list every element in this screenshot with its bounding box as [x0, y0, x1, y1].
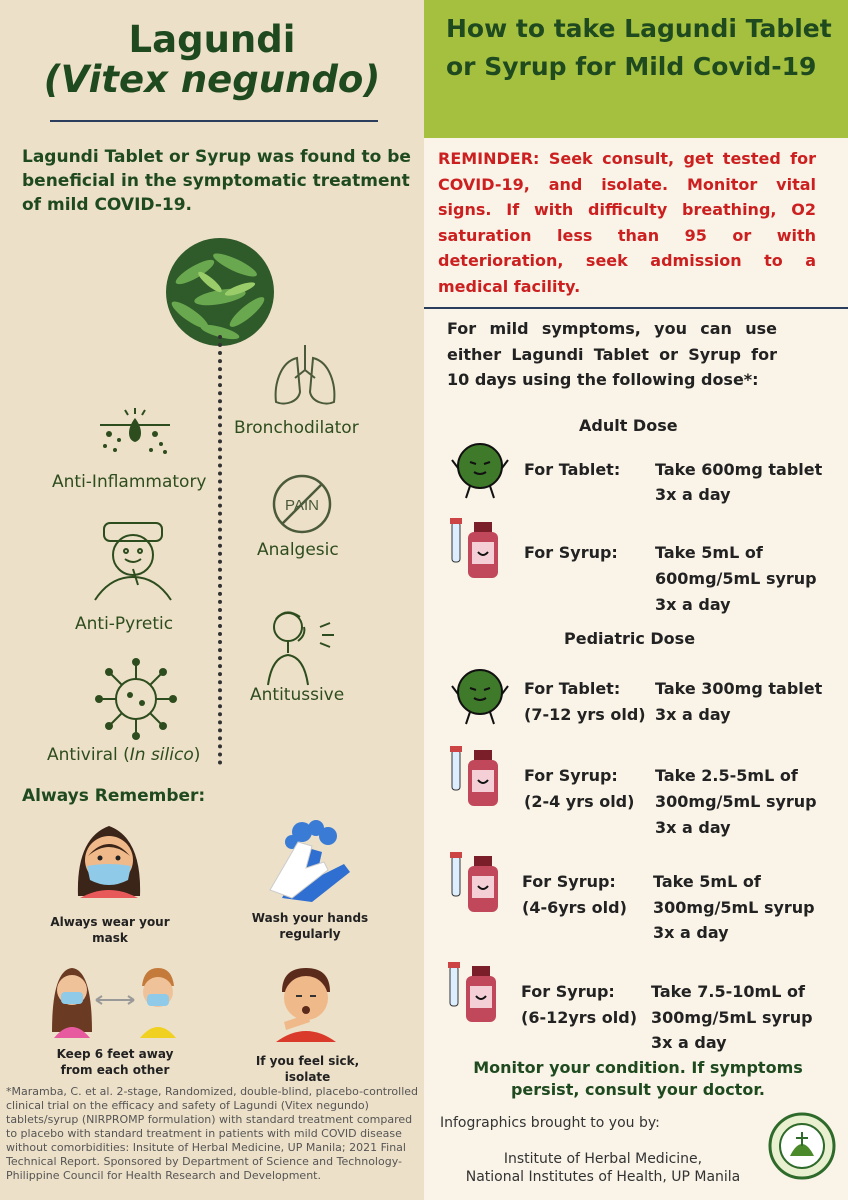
footnote-citation: *Maramba, C. et al. 2-stage, Randomized, double-blind, placebo-controlled clinical trial on the efficacy and safety of Lagundi (Vitex negundo) tablets/syrup (NIRPROMP formulation) with standard treatment compared to placebo with standard treatment in patients with mild COVID disease without comorbidities: Insitute of Herbal Medicine, UP Manila; 2021 Final Technical Report. Sponsored by Department of Science and Technology-Philippine Council for Health Research and Development.: [6, 1085, 418, 1182]
ped-syrup-2-4-dose-3: 3x a day: [655, 818, 731, 837]
reminder-text: REMINDER: Seek consult, get tested for COVID-19, and isolate. Monitor vital signs. If with difficulty breathing, O2 saturation less than 95 or with deterioration, seek admission to a medical facility.: [438, 149, 816, 296]
how-to-title: How to take Lagundi Tablet or Syrup for Mild Covid-19: [446, 14, 832, 81]
title-lagundi: Lagundi: [128, 18, 296, 61]
sick-caption: If you feel sick, isolate: [255, 1054, 360, 1084]
mild-symptoms-text: For mild symptoms, you can use either Lagundi Tablet or Syrup for 10 days using the following dose*:: [447, 319, 777, 389]
adult-tablet-dose-1: Take 600mg tablet: [655, 460, 823, 479]
label-bronchodilator: Bronchodilator: [234, 418, 359, 438]
label-antiviral: Antiviral (In silico): [47, 745, 201, 765]
reminder-divider: [424, 307, 848, 309]
ped-tablet-label: For Tablet:: [524, 679, 621, 698]
ped-syrup-6-12-dose-1: Take 7.5-10mL of: [651, 982, 805, 1001]
ped-syrup-2-4-label: For Syrup:: [524, 766, 618, 785]
ped-syrup-4-6-dose-3: 3x a day: [653, 923, 729, 942]
credits-institution: [448, 1150, 758, 1186]
label-antitussive: Antitussive: [250, 685, 345, 705]
ped-tablet-dose-2: 3x a day: [655, 705, 731, 724]
sick-person-icon: [268, 962, 344, 1042]
credits-line-2: National Institutes of Health, UP Manila: [465, 1169, 741, 1185]
mask-person-icon: [70, 818, 148, 898]
ped-syrup-6-12-dose-2: 300mg/5mL syrup: [651, 1008, 813, 1027]
tablet-mascot-icon: [450, 664, 510, 728]
ped-syrup-4-6-dose-1: Take 5mL of: [653, 872, 761, 891]
monitor-condition-text: Monitor your condition. If symptoms persist, consult your doctor.: [473, 1058, 803, 1099]
adult-dose-heading: Adult Dose: [579, 416, 678, 435]
social-distance-icon: [48, 962, 182, 1038]
tablet-mascot-icon: [450, 438, 510, 502]
label-analgesic: Analgesic: [257, 540, 339, 560]
label-anti-pyretic: Anti-Pyretic: [75, 614, 174, 634]
credits-heading: Infographics brought to you by:: [440, 1115, 660, 1131]
lungs-icon: [270, 340, 340, 410]
ped-syrup-4-6-dose-2: 300mg/5mL syrup: [653, 898, 815, 917]
pediatric-dose-heading: Pediatric Dose: [564, 629, 696, 648]
ped-syrup-4-6-age: (4-6yrs old): [522, 898, 627, 917]
intro-text: Lagundi Tablet or Syrup was found to be beneficial in the symptomatic treatment of mild COVID-19.: [22, 147, 411, 215]
wash-caption: Wash your hands regularly: [251, 911, 369, 941]
lagundi-plant-photo: [165, 237, 275, 347]
syrup-mascot-icon: [444, 962, 508, 1028]
ped-tablet-dose-1: Take 300mg tablet: [655, 679, 823, 698]
adult-syrup-dose-3: 3x a day: [655, 595, 731, 614]
ped-syrup-6-12-age: (6-12yrs old): [521, 1008, 638, 1027]
title-scientific-name: (Vitex negundo): [43, 58, 381, 101]
mask-caption: Always wear your mask: [50, 915, 170, 945]
ped-tablet-age: (7-12 yrs old): [524, 705, 646, 724]
ihm-seal-logo: [768, 1112, 836, 1180]
adult-tablet-dose-2: 3x a day: [655, 485, 731, 504]
adult-tablet-label: For Tablet:: [524, 460, 621, 479]
ped-syrup-2-4-age: (2-4 yrs old): [524, 792, 635, 811]
pain-icon-text: PAIN: [285, 497, 319, 514]
syrup-mascot-icon: [446, 518, 510, 584]
ped-syrup-6-12-label: For Syrup:: [521, 982, 615, 1001]
syrup-mascot-icon: [446, 852, 510, 918]
adult-syrup-dose-1: Take 5mL of: [655, 543, 763, 562]
ped-syrup-6-12-dose-3: 3x a day: [651, 1033, 727, 1052]
label-anti-inflammatory: Anti-Inflammatory: [52, 472, 207, 492]
ped-syrup-4-6-label: For Syrup:: [522, 872, 616, 891]
no-pain-icon: [270, 472, 334, 536]
dotted-timeline: [218, 335, 222, 765]
credits-line-1: Institute of Herbal Medicine,: [503, 1151, 703, 1167]
ped-syrup-2-4-dose-1: Take 2.5-5mL of: [655, 766, 798, 785]
adult-syrup-label: For Syrup:: [524, 543, 618, 562]
syrup-mascot-icon: [446, 746, 510, 812]
always-remember-heading: Always Remember:: [22, 786, 206, 806]
coughing-person-icon: [258, 605, 348, 687]
title-divider: [50, 120, 378, 122]
fever-patient-icon: [90, 515, 176, 605]
distance-caption: Keep 6 feet away from each other: [56, 1047, 174, 1077]
adult-syrup-dose-2: 600mg/5mL syrup: [655, 569, 817, 588]
hand-washing-icon: [262, 818, 358, 904]
virus-icon: [92, 655, 180, 743]
inflammation-icon: [95, 400, 175, 460]
ped-syrup-2-4-dose-2: 300mg/5mL syrup: [655, 792, 817, 811]
